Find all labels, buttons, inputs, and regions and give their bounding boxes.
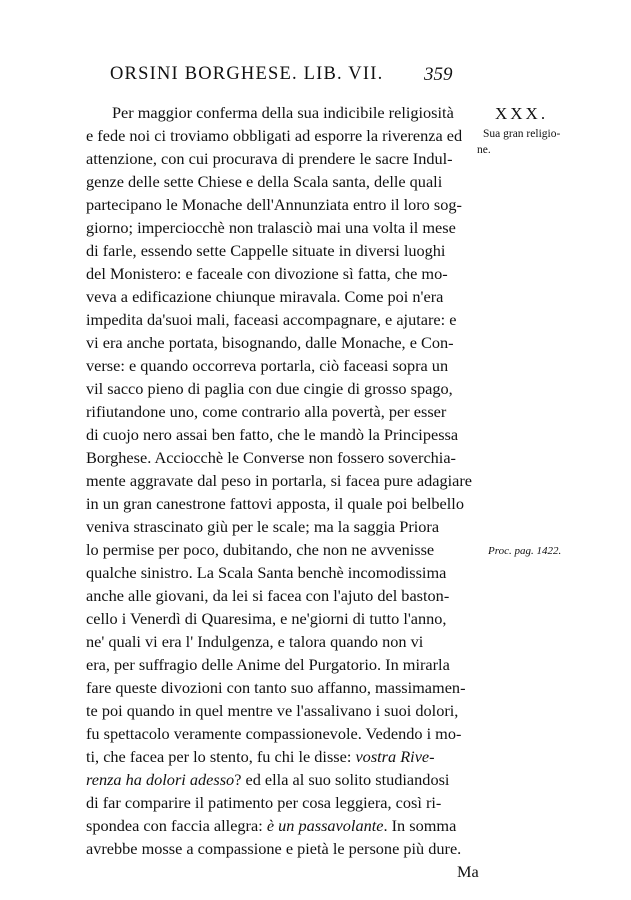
text-line: ne' quali vi era l' Indulgenza, e talora quando non vi bbox=[86, 632, 424, 651]
text-line: fare queste divozioni con tanto suo affanno, massimamen- bbox=[86, 678, 466, 697]
text-line bbox=[86, 816, 456, 836]
page-number: 359 bbox=[424, 64, 453, 85]
text-line: impedita da'suoi mali, faceasi accompagnare, e ajutare: e bbox=[86, 310, 457, 329]
margin-reference: Proc. pag. 1422. bbox=[488, 545, 562, 557]
text-line: verse: e quando occorreva portarla, ciò faceasi sopra un bbox=[86, 356, 449, 375]
text-line: partecipano le Monache dell'Annunziata entro il loro sog- bbox=[86, 195, 462, 214]
text-line: veva a edificazione chiunque miravala. Come poi n'era bbox=[86, 287, 444, 306]
text-line: di cuojo nero assai ben fatto, che le mandò la Principessa bbox=[86, 425, 459, 444]
text-line: era, per suffragio delle Anime del Purgatorio. In mirarla bbox=[86, 655, 450, 674]
text-line: te poi quando in quel mentre ve l'assalivano i suoi dolori, bbox=[86, 701, 459, 720]
margin-section-number: XXX. bbox=[495, 104, 549, 123]
text-line: rifiutandone uno, come contrario alla povertà, per esser bbox=[86, 402, 447, 421]
text-segment-italic: vostra Rive- bbox=[355, 747, 435, 766]
margin-note-line: ne. bbox=[477, 144, 491, 156]
text-line: fu spettacolo veramente compassionevole. Vedendo i mo- bbox=[86, 724, 462, 743]
text-segment: spondea con faccia allegra: bbox=[86, 816, 267, 835]
text-line: in un gran canestrone fattovi apposta, il quale poi belbello bbox=[86, 494, 464, 513]
text-line bbox=[86, 747, 435, 767]
text-segment: ti, che facea per lo stento, fu chi le disse: bbox=[86, 747, 356, 766]
text-line: cello i Venerdì di Quaresima, e ne'giorni di tutto l'anno, bbox=[86, 609, 447, 628]
text-line: giorno; imperciocchè non tralasciò mai una volta il mese bbox=[86, 218, 456, 237]
text-line: avrebbe mosse a compassione e pietà le persone più dure. bbox=[86, 839, 462, 858]
text-segment-italic: è un passavolante bbox=[266, 816, 384, 835]
text-line: del Monistero: e faceale con divozione sì fatta, che mo- bbox=[86, 264, 448, 283]
text-line bbox=[86, 770, 449, 790]
text-line: anche alle giovani, da lei si facea con l'ajuto del baston- bbox=[86, 586, 450, 605]
margin-note-line: Sua gran religio- bbox=[483, 128, 561, 140]
text-line: e fede noi ci troviamo obbligati ad esporre la riverenza ed bbox=[86, 126, 463, 145]
text-line: lo permise per poco, dubitando, che non ne avvenisse bbox=[86, 540, 435, 559]
text-line: Borghese. Acciocchè le Converse non fossero soverchia- bbox=[86, 448, 456, 467]
text-line: vi era anche portata, bisognando, dalle Monache, e Con- bbox=[86, 333, 454, 352]
text-segment: ? ed ella al suo solito studiandosi bbox=[234, 770, 450, 789]
catchword: Ma bbox=[457, 862, 479, 881]
running-head: ORSINI BORGHESE. LIB. VII. bbox=[110, 64, 384, 84]
text-line: Per maggior conferma della sua indicibile religiosità bbox=[112, 103, 454, 122]
text-line: attenzione, con cui procurava di prendere le sacre Indul- bbox=[86, 149, 453, 168]
text-segment-italic: renza ha dolori adesso bbox=[86, 770, 235, 789]
text-line: di far comparire il patimento per cosa leggiera, così ri- bbox=[86, 793, 442, 812]
text-line: mente aggravate dal peso in portarla, si facea pure adagiare bbox=[86, 471, 473, 490]
text-line: vil sacco pieno di paglia con due cingie di grosso spago, bbox=[86, 379, 453, 398]
text-line: qualche sinistro. La Scala Santa benchè incomodissima bbox=[86, 563, 447, 582]
text-line: di farle, essendo sette Cappelle situate in diversi luoghi bbox=[86, 241, 446, 260]
text-line: genze delle sette Chiese e della Scala santa, delle quali bbox=[86, 172, 443, 191]
text-line: veniva strascinato giù per le scale; ma la saggia Priora bbox=[86, 517, 440, 536]
text-segment: . In somma bbox=[383, 816, 457, 835]
